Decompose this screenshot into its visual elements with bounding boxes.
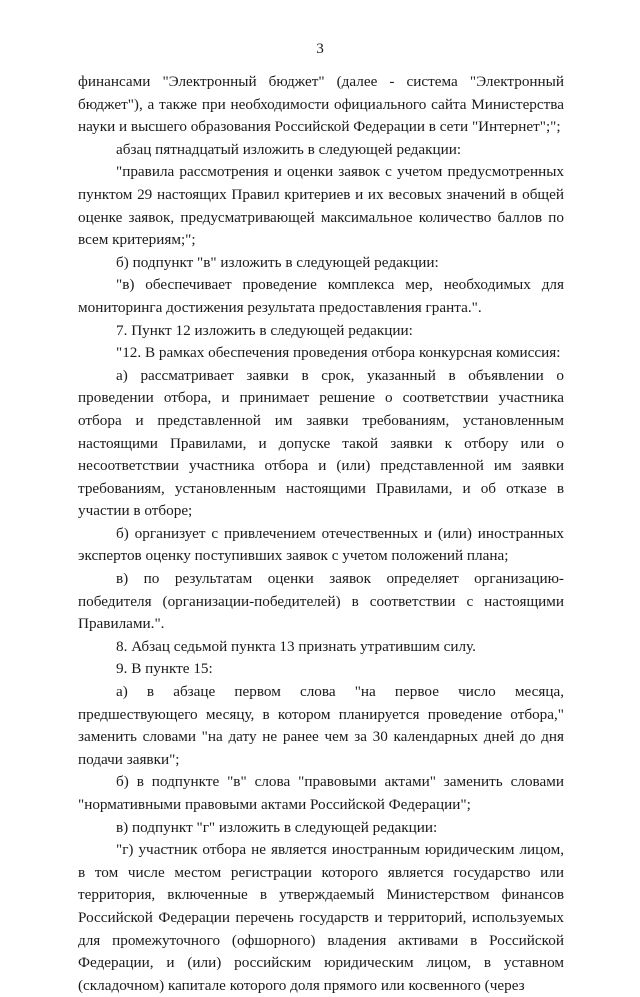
- paragraph: б) организует с привлечением отечественных и (или) иностранных экспертов оценку поступивших заявок с учетом положений плана;: [78, 524, 564, 565]
- paragraph: абзац пятнадцатый изложить в следующей редакции:: [116, 140, 462, 158]
- paragraph: б) подпункт "в" изложить в следующей редакции:: [116, 253, 439, 271]
- paragraph: а) рассматривает заявки в срок, указанный в объявлении о проведении отбора, и принимает решение о соответствии участника отбора и представленной им заявки требованиям, установленным настоящими Правилами, и допуске такой заявки к отбору или о несоответствии участника отбора и (или) представленной им заявки требованиям, установленным настоящими Правилами, и об отказе в участии в отборе;: [78, 366, 564, 520]
- paragraph: "г) участник отбора не является иностранным юридическим лицом, в том числе местом регистрации которого является государство или территория, включенные в утверждаемый Министерством финансов Российской Федерации перечень государств и территорий, используемых для промежуточного (офшорного) владения активами в Российской Федерации, и (или) российским юридическим лицом, в уставном (складочном) капитале которого доля прямого или косвенного (через: [78, 841, 564, 994]
- paragraph: в) по результатам оценки заявок определяет организацию-победителя (организации-победителей) в соответствии с настоящими Правилами.".: [78, 570, 564, 633]
- paragraph: в) подпункт "г" изложить в следующей редакции:: [116, 818, 438, 836]
- paragraph: 9. В пункте 15:: [116, 660, 213, 678]
- document-body: [78, 71, 564, 997]
- paragraph: б) в подпункте "в" слова "правовыми актами" заменить словами "нормативными правовыми актами Российской Федерации";: [78, 773, 564, 813]
- paragraph: 8. Абзац седьмой пункта 13 признать утратившим силу.: [116, 637, 476, 655]
- paragraph: "правила рассмотрения и оценки заявок с учетом предусмотренных пунктом 29 настоящих Правил критериев и их весовых значений в общей оценке заявок, предусматривающей максимальное количество баллов по всем критериям;";: [78, 163, 564, 249]
- paragraph: "в) обеспечивает проведение комплекса мер, необходимых для мониторинга достижения результата предоставления гранта.".: [78, 276, 564, 316]
- paragraph: "12. В рамках обеспечения проведения отбора конкурсная комиссия:: [116, 344, 561, 362]
- paragraph-continuation: финансами "Электронный бюджет" (далее - система "Электронный бюджет"), а также при необходимости официального сайта Министерства науки и высшего образования Российской Федерации в сети "Интернет";";: [78, 73, 564, 136]
- paragraph: а) в абзаце первом слова "на первое число месяца, предшествующего месяцу, в котором планируется проведение отбора," заменить словами "на дату не ранее чем за 30 календарных дней до дня подачи заявки";: [78, 683, 564, 768]
- page-number: 3: [316, 40, 324, 57]
- paragraph: 7. Пункт 12 изложить в следующей редакции:: [116, 321, 413, 339]
